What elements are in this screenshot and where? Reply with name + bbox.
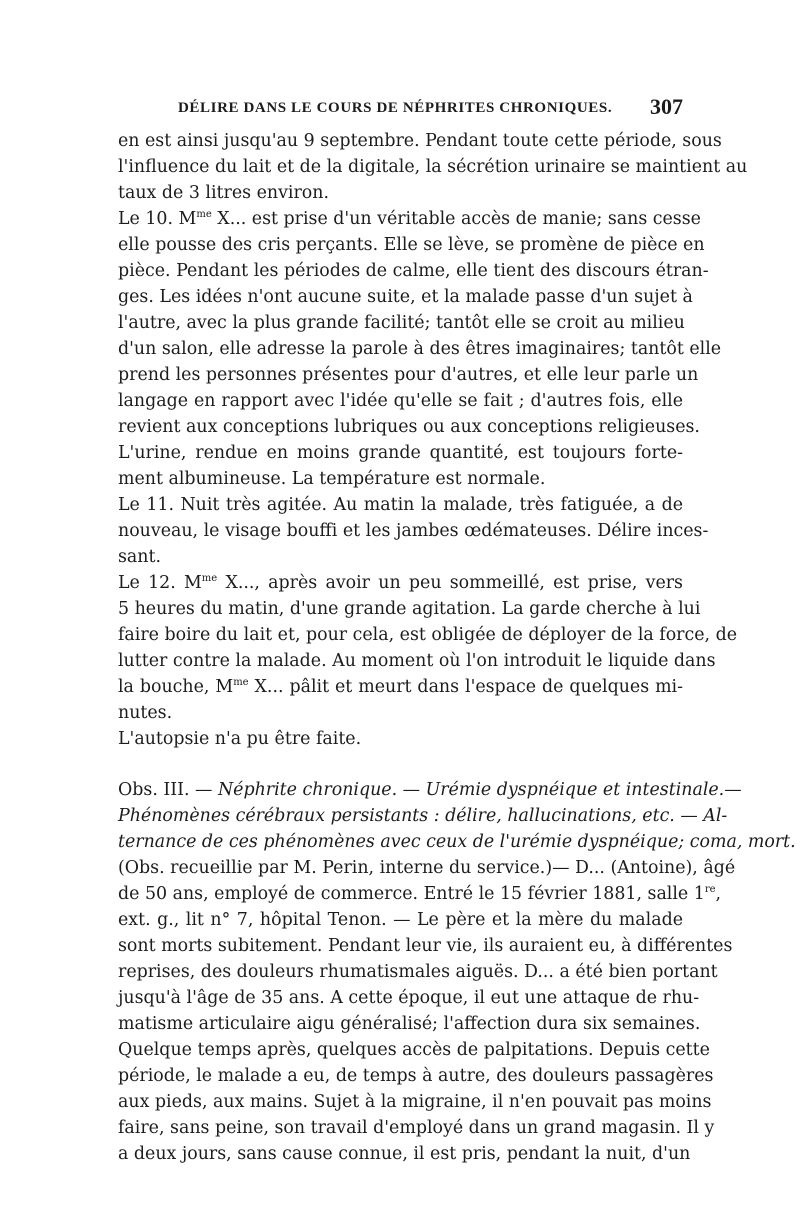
text-line: la bouche, $M^{me}$ X... pâlit et meurt dans l'espace de quelques mi- bbox=[118, 677, 683, 697]
observation-text-line: Quelque temps après, quelques accès de palpitations. Depuis cette bbox=[118, 1040, 710, 1060]
observation-text-line: (Obs. recueillie par M. Perin, interne du service.)— D... (Antoine), âgé bbox=[118, 858, 736, 878]
page-header bbox=[178, 94, 683, 124]
text-line: Le 10. $M^{me}$ X... est prise d'un véritable accès de manie; sans cesse bbox=[118, 209, 701, 229]
observation-title-line: ternance de ces phénomènes avec ceux de l'urémie dyspnéique; coma, mort. bbox=[118, 832, 796, 852]
text-line: nutes. bbox=[118, 703, 173, 723]
observation-text-line: ext. g., lit n° 7, hôpital Tenon. — Le père et la mère du malade bbox=[118, 910, 683, 930]
page-number: 307 bbox=[650, 94, 683, 119]
text-line: revient aux conceptions lubriques ou aux conceptions religieuses. bbox=[118, 417, 700, 437]
body-text bbox=[118, 128, 796, 1167]
text-line: L'autopsie n'a pu être faite. bbox=[118, 729, 362, 749]
observation-text-line: aux pieds, aux mains. Sujet à la migraine, il n'en pouvait pas moins bbox=[118, 1092, 712, 1112]
superscript: me bbox=[201, 573, 218, 584]
observation-text-line: matisme articulaire aigu généralisé; l'affection dura six semaines. bbox=[118, 1014, 701, 1034]
section-gap bbox=[118, 752, 683, 777]
text-line: pièce. Pendant les périodes de calme, elle tient des discours étran- bbox=[118, 261, 709, 281]
text-line: d'un salon, elle adresse la parole à des êtres imaginaires; tantôt elle bbox=[118, 339, 722, 359]
text-line: langage en rapport avec l'idée qu'elle se fait ; d'autres fois, elle bbox=[118, 391, 683, 411]
superscript: me bbox=[233, 677, 249, 688]
text-line: L'urine, rendue en moins grande quantité, est toujours forte- bbox=[118, 443, 683, 463]
text-line: Le 11. Nuit très agitée. Au matin la malade, très fatiguée, a de bbox=[118, 495, 683, 515]
text-line: Le 12. $M^{me}$ X..., après avoir un peu sommeillé, est prise, vers bbox=[118, 573, 683, 593]
text-line: l'influence du lait et de la digitale, la sécrétion urinaire se maintient au bbox=[118, 157, 748, 177]
text-line: en est ainsi jusqu'au 9 septembre. Pendant toute cette période, sous bbox=[118, 131, 722, 151]
observation-text-line: jusqu'à l'âge de 35 ans. A cette époque, il eut une attaque de rhu- bbox=[118, 988, 700, 1008]
observation-text-line: a deux jours, sans cause connue, il est pris, pendant la nuit, d'un bbox=[118, 1144, 691, 1164]
text-line: ges. Les idées n'ont aucune suite, et la malade passe d'un sujet à bbox=[118, 287, 693, 307]
text-line: l'autre, avec la plus grande facilité; tantôt elle se croit au milieu bbox=[118, 313, 685, 333]
observation-text-line: de 50 ans, employé de commerce. Entré le 15 février 1881, salle 1re, bbox=[118, 884, 722, 904]
superscript: re bbox=[704, 884, 716, 895]
observation-text-line: sont morts subitement. Pendant leur vie, ils auraient eu, à différentes bbox=[118, 936, 733, 956]
running-title: DÉLIRE DANS LE COURS DE NÉPHRITES CHRONIQUES. bbox=[178, 100, 613, 116]
text-line: ment albumineuse. La température est normale. bbox=[118, 469, 546, 489]
observation-text-line: faire, sans peine, son travail d'employé dans un grand magasin. Il y bbox=[118, 1118, 715, 1138]
text-line: faire boire du lait et, pour cela, est obligée de déployer de la force, de bbox=[118, 625, 738, 645]
observation-number: Obs. III. — bbox=[118, 780, 218, 800]
observation-title-line: Phénomènes cérébraux persistants : délire, hallucinations, etc. — Al- bbox=[118, 806, 728, 826]
text-line: 5 heures du matin, d'une grande agitation. La garde cherche à lui bbox=[118, 599, 701, 619]
text-line: taux de 3 litres environ. bbox=[118, 183, 329, 203]
text-line: elle pousse des cris perçants. Elle se lève, se promène de pièce en bbox=[118, 235, 705, 255]
text-line: prend les personnes présentes pour d'autres, et elle leur parle un bbox=[118, 365, 699, 385]
observation-text-line: période, le malade a eu, de temps à autre, des douleurs passagères bbox=[118, 1066, 714, 1086]
superscript: me bbox=[196, 209, 212, 220]
text-line: sant. bbox=[118, 547, 162, 567]
observation-text-line: reprises, des douleurs rhumatismales aiguës. D... a été bien portant bbox=[118, 962, 718, 982]
text-line: lutter contre la malade. Au moment où l'on introduit le liquide dans bbox=[118, 651, 716, 671]
observation-title-line: Obs. III. — Néphrite chronique. — Urémie dyspnéique et intestinale.— bbox=[118, 780, 742, 800]
text-line: nouveau, le visage bouffi et les jambes œdémateuses. Délire inces- bbox=[118, 521, 709, 541]
